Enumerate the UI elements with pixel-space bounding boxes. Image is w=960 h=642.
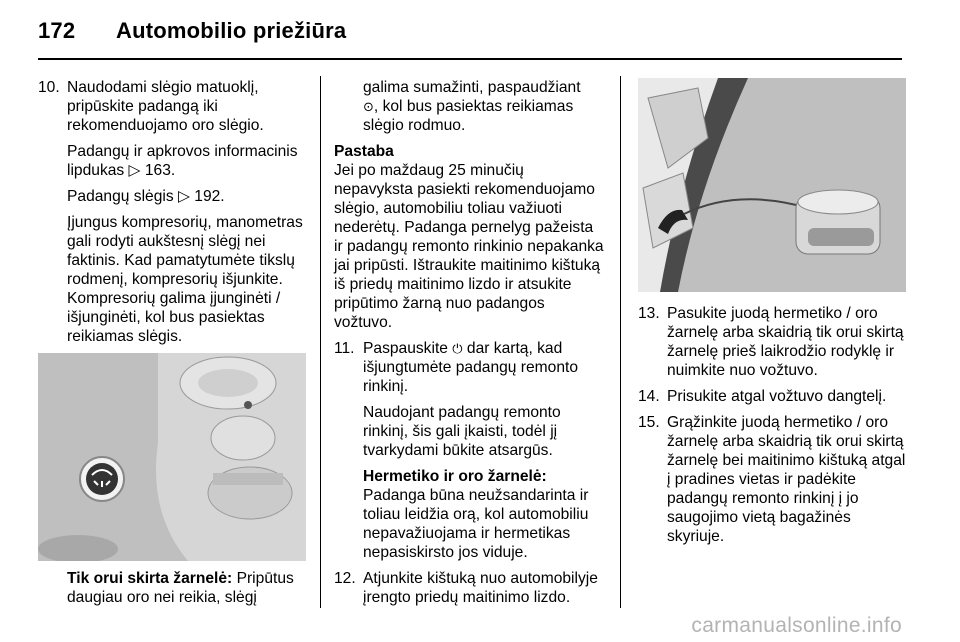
continuation-paragraph <box>334 78 606 135</box>
continuation-text-2: , kol bus pasiektas reikiamas slėgio rodmuo. <box>363 98 574 134</box>
column-divider-1 <box>320 76 321 608</box>
column-3 <box>638 78 906 553</box>
paragraph: Padangų slėgis ▷ 192. <box>67 188 225 205</box>
paragraph: Padangų ir apkrovos informacinis lipdukas ▷ 163. <box>67 143 298 179</box>
note-title: Pastaba <box>334 143 394 160</box>
release-symbol-icon: ⊙ <box>363 99 374 114</box>
continuation-text: galima sumažinti, paspaudžiant <box>363 79 581 96</box>
page-number: 172 <box>38 18 76 43</box>
power-symbol-icon: ⏻ <box>452 341 463 356</box>
item-number: 11. <box>334 340 355 357</box>
tire-valve-illustration <box>638 78 906 292</box>
compressor-illustration <box>38 353 306 561</box>
column-1 <box>38 78 306 614</box>
compressor-figure <box>38 353 306 561</box>
item-number: 13. <box>638 305 660 322</box>
caption-text: Pripūtus daugiau oro nei reikia, slėgį <box>67 570 294 606</box>
watermark: carmanualsonline.info <box>691 614 902 637</box>
item-number: 15. <box>638 414 660 431</box>
paragraph: Įjungus kompresorių, manometras gali rodyti aukštesnį slėgį nei faktinis. Kad pamatytumėte tikslų rodmenį, kompresorių išjunkite. Kompresorių galima įjunginėti / išjunginėti, kol bus pasiektas reikiamas slėgis. <box>67 214 303 345</box>
figure-caption <box>38 569 306 607</box>
item-text: Paspauskite ⏻ dar kartą, kad išjungtumėte padangų remonto rinkinį. <box>363 340 578 395</box>
column-2 <box>334 78 606 614</box>
hermetic-title: Hermetiko ir oro žarnelė: <box>363 468 547 485</box>
note-text: Jei po maždaug 25 minučių nepavyksta pasiekti rekomenduojamo slėgio, automobiliu toliau važiuoti nederėtų. Padanga pernelyg pažeista ir padangų remonto rinkinio nepakanka jai pripūsti. Ištraukite maitinimo kištuką iš priedų maitinimo lizdo ir atsukite pripūtimo žarną nuo padangos vožtuvo. <box>334 162 604 331</box>
item-text: Atjunkite kištuką nuo automobilyje įrengto priedų maitinimo lizdo. <box>363 570 598 606</box>
item-text: Pasukite juodą hermetiko / oro žarnelę arba skaidrią tik orui skirtą žarnelę prieš laikrodžio rodyklę ir nuimkite nuo vožtuvo. <box>667 305 904 379</box>
column-divider-2 <box>620 76 621 608</box>
list-item-10 <box>38 78 306 135</box>
list-item-12 <box>334 569 606 607</box>
paragraph: Naudojant padangų remonto rinkinį, šis gali įkaisti, todėl jį tvarkydami būkite atsargūs. <box>363 404 561 459</box>
item-number: 10. <box>38 79 60 96</box>
caption-bold: Tik orui skirta žarnelė: <box>67 570 233 587</box>
item-number: 12. <box>334 570 356 587</box>
list-item-15 <box>638 413 906 546</box>
list-item-11 <box>334 339 606 396</box>
item-text: Grąžinkite juodą hermetiko / oro žarnelę arba skaidrią tik orui skirtą žarnelę bei maitinimo kištuką atgal į pradines vietas ir padėkite padangų remonto rinkinį į jo saugojimo vietą bagažinės skyriuje. <box>667 414 906 545</box>
item-text: Naudodami slėgio matuoklį, pripūskite padangą iki rekomenduojamo oro slėgio. <box>67 79 264 134</box>
list-item-13 <box>638 304 906 380</box>
item-number: 14. <box>638 388 660 405</box>
page-title: Automobilio priežiūra <box>116 18 347 43</box>
list-item-14 <box>638 387 906 406</box>
page-header <box>38 18 346 44</box>
item-text: Prisukite atgal vožtuvo dangtelį. <box>667 388 887 405</box>
tire-valve-figure <box>638 78 906 292</box>
header-rule <box>38 58 902 60</box>
hermetic-text: Padanga būna neužsandarinta ir toliau leidžia orą, kol automobiliu nepavažiuojama ir hermetikas nepasiskirsto jos viduje. <box>363 487 589 561</box>
